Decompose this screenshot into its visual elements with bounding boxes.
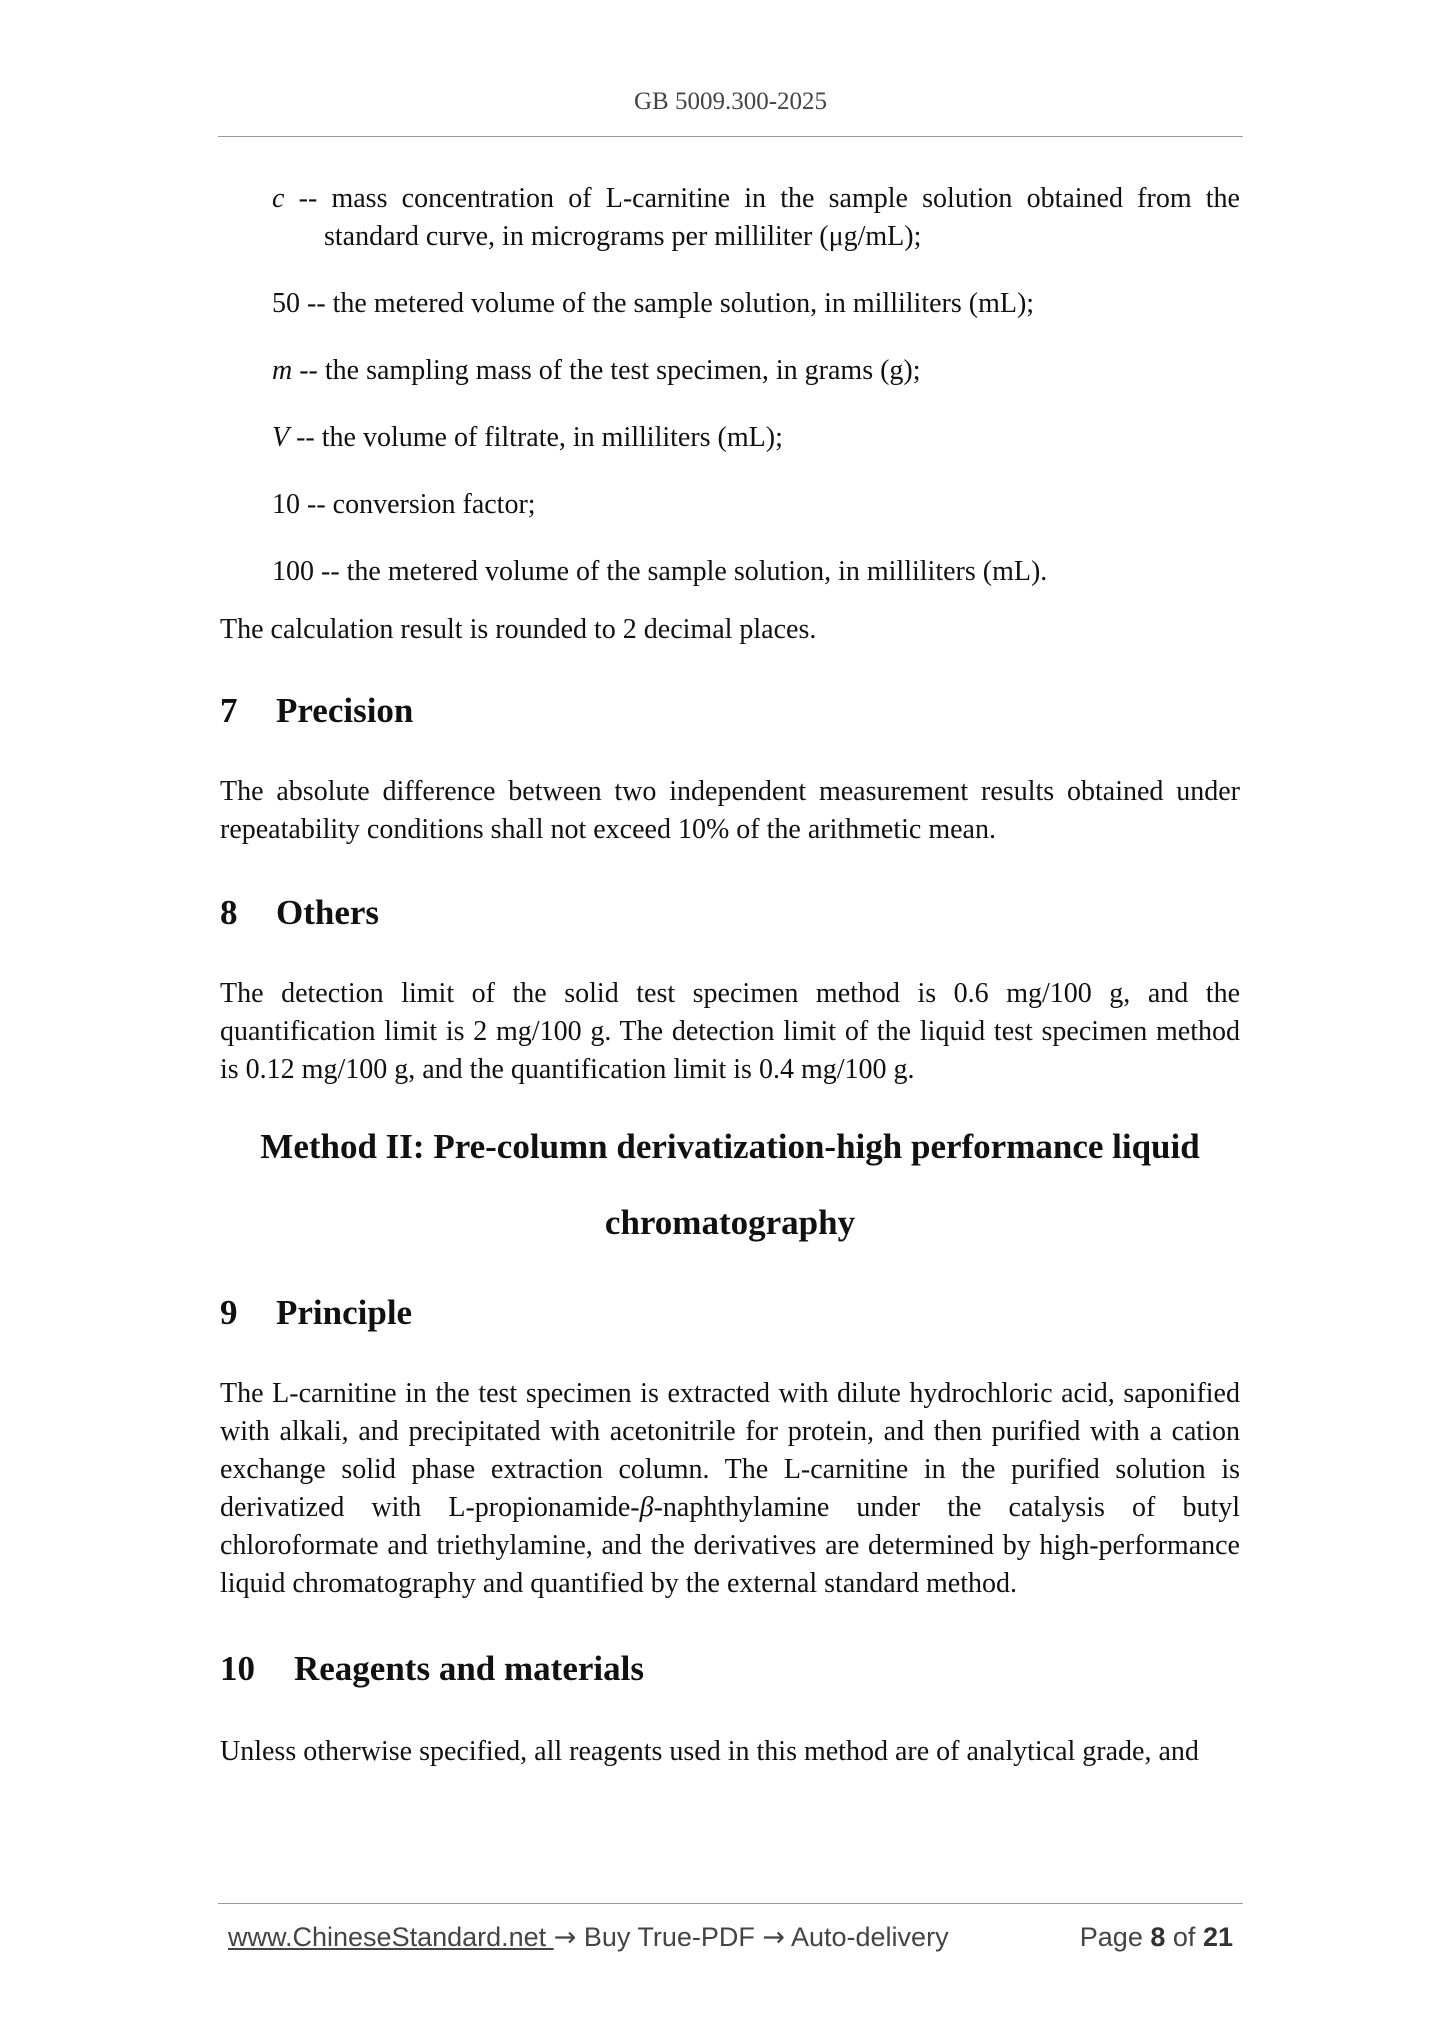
- method-title-line1: Method II: Pre-column derivatization-high performance liquid: [260, 1127, 1200, 1166]
- definition-item: [272, 180, 1240, 256]
- page-number: [1080, 1922, 1233, 1953]
- others-paragraph: The detection limit of the solid test specimen method is 0.6 mg/100 g, and the quantification limit is 2 mg/100 g. The detection limit of the liquid test specimen method is 0.12 mg/100 g, and the quantification limit is 0.4 mg/100 g.: [220, 978, 1240, 1085]
- definition-item: [272, 285, 1240, 323]
- definition-text: -- the metered volume of the sample solution, in milliliters (mL).: [314, 556, 1048, 587]
- section-heading-precision: [220, 689, 1240, 733]
- definition-item: [272, 352, 1240, 390]
- page-header: GB 5009.300-2025: [633, 88, 828, 115]
- definition-item: [272, 419, 1240, 457]
- page-current: 8: [1150, 1922, 1166, 1952]
- definition-symbol: 50: [272, 288, 300, 319]
- section-heading-reagents: [220, 1647, 1240, 1691]
- section-number: 7: [220, 691, 238, 730]
- footer-promo: [228, 1922, 949, 1953]
- arrow-right-icon: →: [553, 1922, 577, 1953]
- definition-symbol: c: [272, 183, 285, 214]
- principle-text-part2: -naphthylamine under the catalysis of butyl chloroformate and triethylamine, and the derivatives are determined by high-performance liquid chromatography and quantified by the external standard method.: [220, 1492, 1241, 1599]
- beta-symbol: β: [639, 1492, 654, 1523]
- page-footer: [228, 1922, 1233, 1962]
- principle-paragraph: [220, 1375, 1240, 1603]
- page-of: of: [1172, 1922, 1196, 1952]
- section-number: 8: [220, 893, 238, 932]
- section-title: Others: [276, 893, 380, 932]
- definition-text: -- conversion factor;: [300, 489, 536, 520]
- method-title-line2: chromatography: [604, 1203, 856, 1242]
- header-rule: [218, 136, 1243, 137]
- section-number: 9: [220, 1293, 238, 1332]
- definition-text: -- the metered volume of the sample solution, in milliliters (mL);: [300, 288, 1035, 319]
- page-total: 21: [1202, 1922, 1233, 1952]
- section-number: 10: [220, 1649, 255, 1688]
- buy-true-pdf-text: Buy True-PDF: [576, 1922, 763, 1952]
- reagents-paragraph: Unless otherwise specified, all reagents used in this method are of analytical grade, and: [220, 1736, 1199, 1767]
- page-body: [220, 180, 1240, 1771]
- rounding-note: The calculation result is rounded to 2 decimal places.: [220, 614, 817, 645]
- definition-text: -- mass concentration of L-carnitine in the sample solution obtained from the standard curve, in micrograms per milliliter (μg/mL);: [284, 183, 1240, 252]
- section-heading-others: [220, 891, 1240, 935]
- website-link[interactable]: www.ChineseStandard.net: [228, 1922, 554, 1952]
- precision-paragraph: The absolute difference between two independent measurement results obtained under repeatability conditions shall not exceed 10% of the arithmetic mean.: [220, 776, 1240, 845]
- definition-text: -- the sampling mass of the test specimen, in grams (g);: [292, 355, 921, 386]
- auto-delivery-text: Auto-delivery: [784, 1922, 949, 1952]
- definition-item: [272, 486, 1240, 524]
- page-label: Page: [1079, 1922, 1143, 1952]
- section-heading-principle: [220, 1291, 1240, 1335]
- arrow-right-icon: →: [762, 1922, 785, 1953]
- definition-symbol: V: [272, 422, 290, 453]
- definition-symbol: m: [272, 355, 293, 386]
- definition-item: [272, 553, 1240, 591]
- footer-rule: [218, 1903, 1243, 1904]
- section-title: Reagents and materials: [294, 1649, 644, 1688]
- definition-symbol: 10: [272, 489, 300, 520]
- section-title: Precision: [276, 691, 414, 730]
- section-title: Principle: [276, 1293, 413, 1332]
- method-title: [220, 1109, 1240, 1261]
- principle-text-part1: The L-carnitine in the test specimen is extracted with dilute hydrochloric acid, saponified with alkali, and precipitated with acetonitrile for protein, and then purified with a cation exchange solid phase extraction column. The L-carnitine in the purified solution is derivatized with L-propionamide-: [220, 1378, 1240, 1523]
- definition-text: -- the volume of filtrate, in milliliters (mL);: [289, 422, 783, 453]
- definition-symbol: 100: [272, 556, 314, 587]
